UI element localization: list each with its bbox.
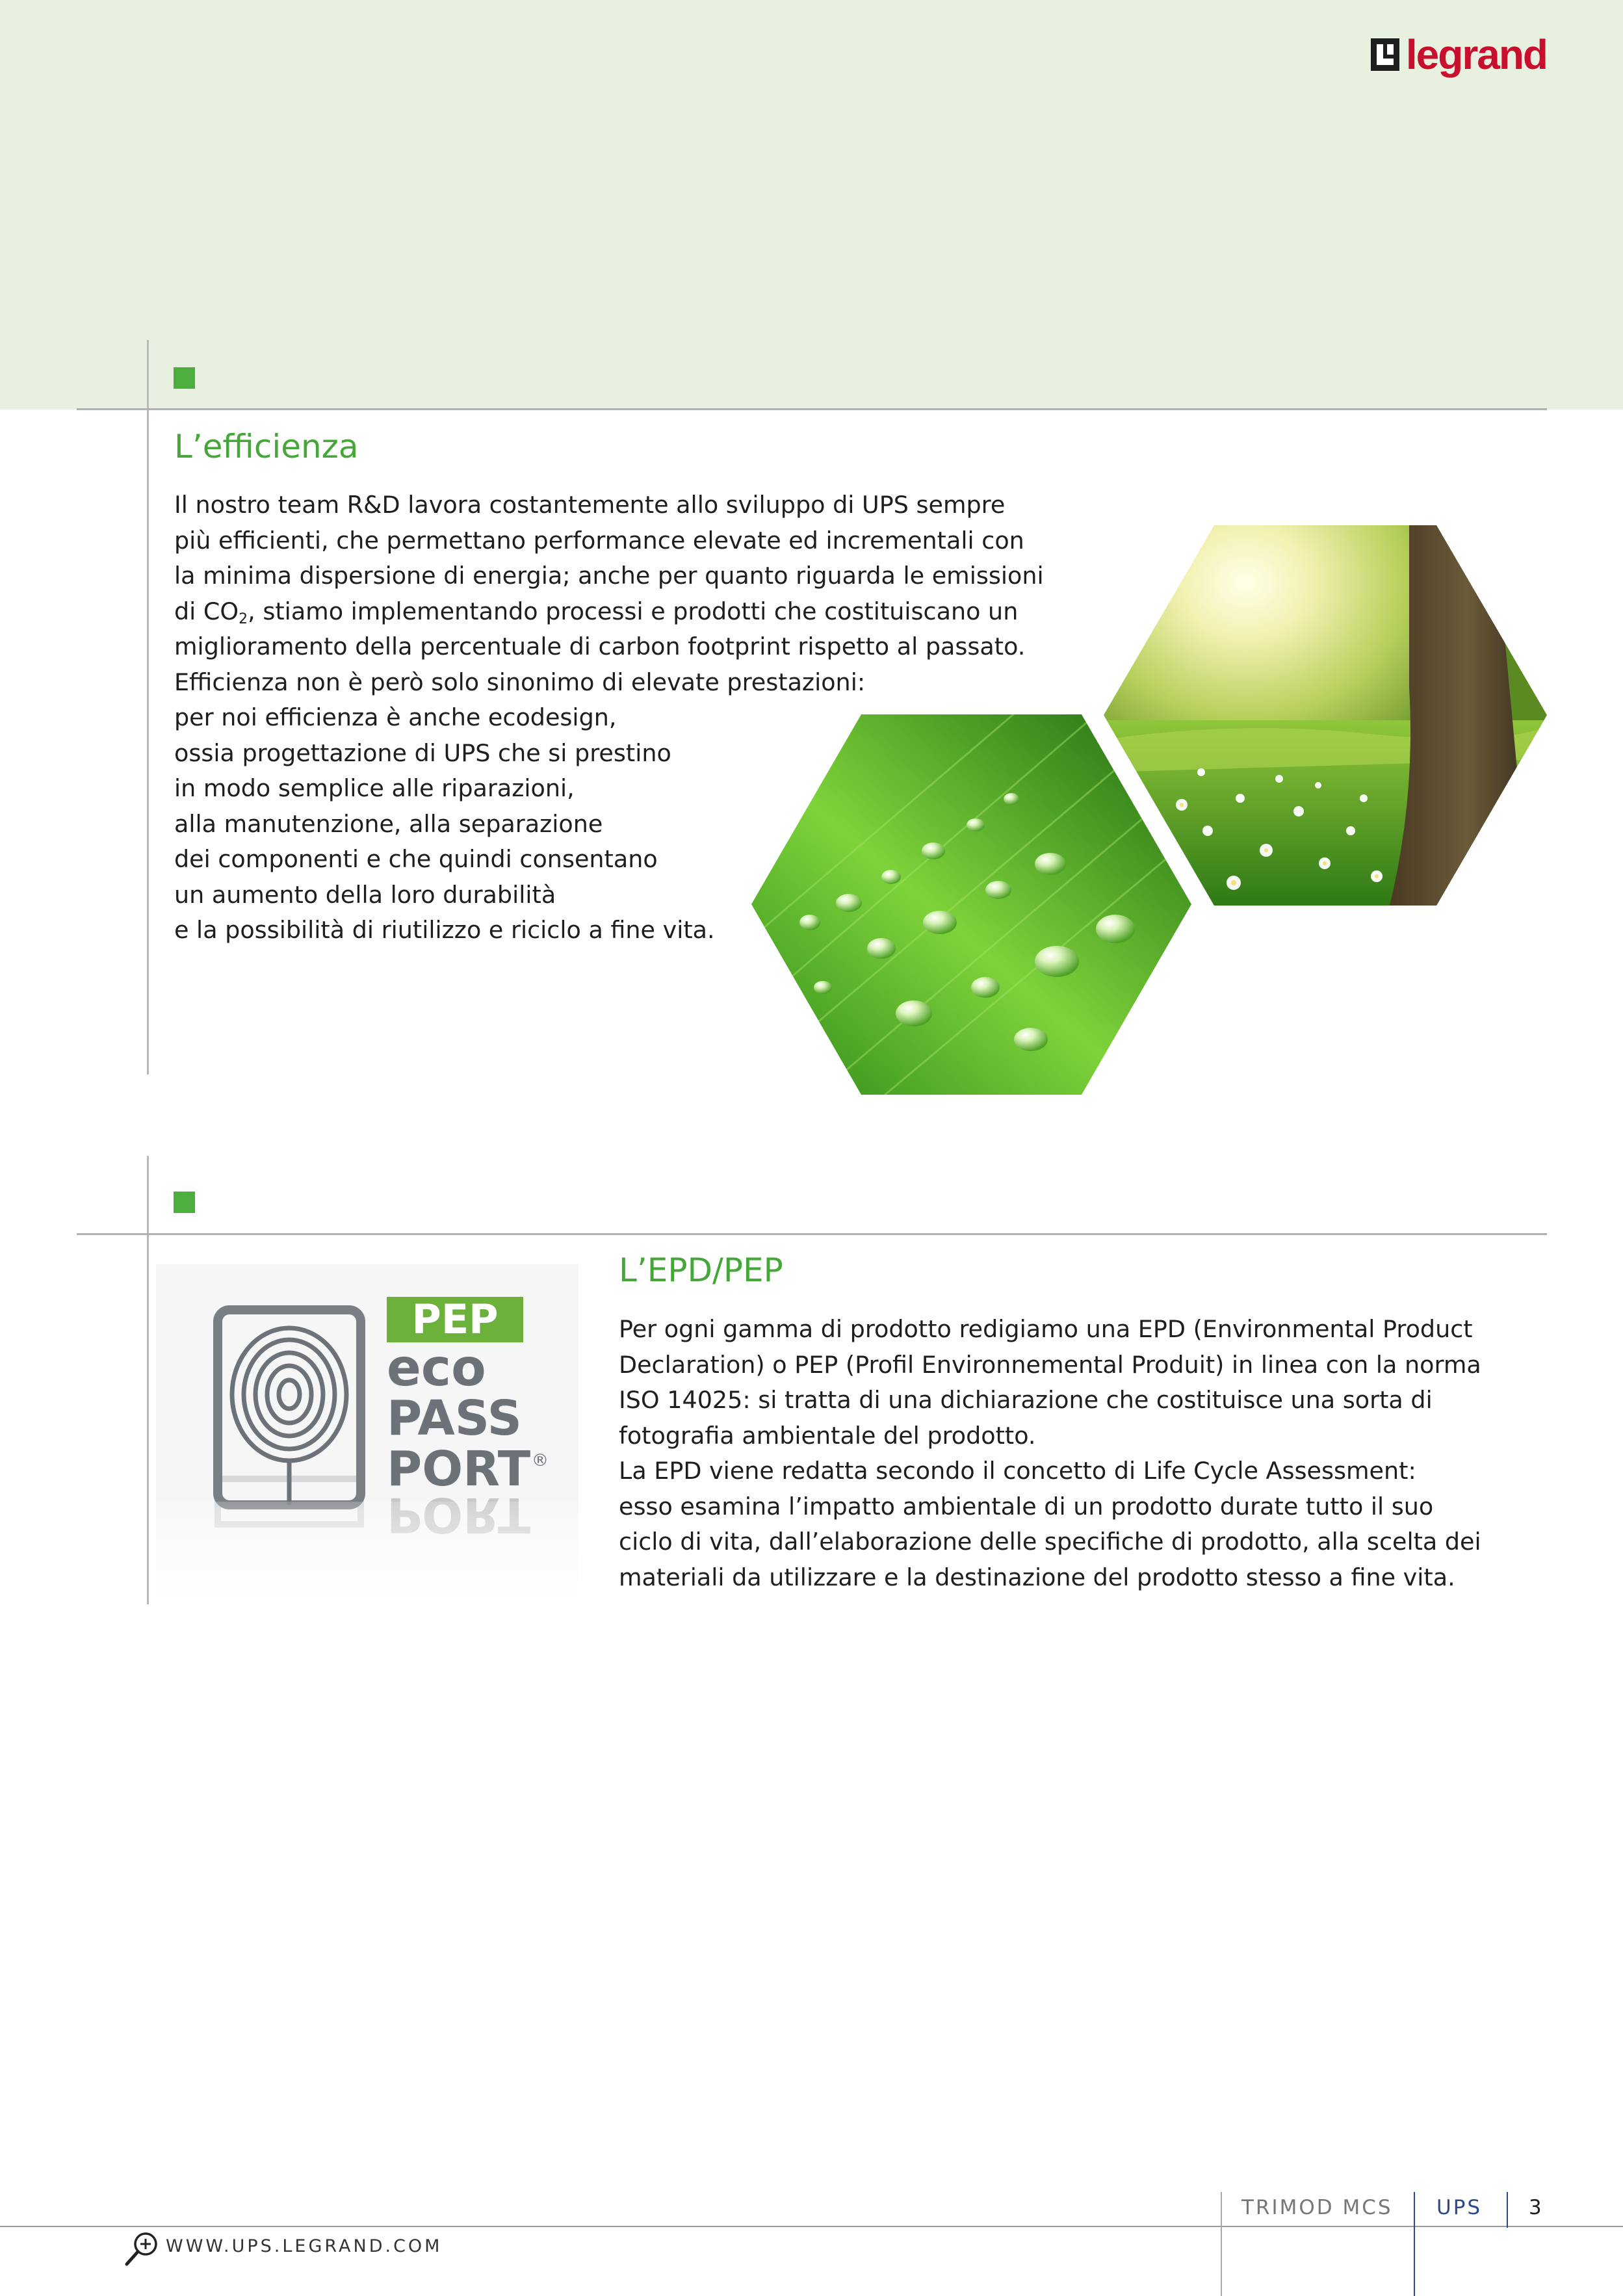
legrand-logo[interactable] [1371, 31, 1547, 78]
footer-rule-mid [1414, 2192, 1415, 2296]
footer-product-label: TRIMOD MCS [1241, 2196, 1393, 2219]
svg-text:PEP: PEP [411, 1296, 499, 1343]
body-line: ossia progettazione di UPS che si prestino [174, 738, 671, 767]
body-line: Declaration) o PEP (Profil Environnemental Produit) in linea con la norma [619, 1350, 1481, 1379]
svg-text:eco: eco [387, 1339, 486, 1398]
section2-marker [174, 1192, 195, 1213]
body-line: Il nostro team R&D lavora costantemente allo sviluppo di UPS sempre [174, 491, 1006, 519]
page-number: 3 [1529, 2196, 1542, 2219]
body-line: alla manutenzione, alla separazione [174, 809, 603, 838]
body-line: di $CO_2$, stiamo implementando processi e prodotti che costituiscano un [174, 597, 1019, 627]
body-line: un aumento della loro durabilità [174, 880, 556, 909]
svg-text:PASS: PASS [387, 1390, 522, 1446]
body-line: dei componenti e che quindi consentano [174, 845, 658, 873]
footer-divider [0, 2226, 1623, 2227]
website-link[interactable]: WWW.UPS.LEGRAND.COM [166, 2236, 443, 2256]
body-line: Efficienza non è però solo sinonimo di elevate prestazioni: [174, 668, 866, 696]
legrand-logo-icon [1371, 38, 1399, 71]
section1-title: L’efficienza [174, 428, 359, 465]
body-line: fotografia ambientale del prodotto. [619, 1421, 1036, 1450]
svg-text:PORT: PORT [387, 1441, 531, 1497]
body-line: materiali da utilizzare e la destinazione del prodotto stesso a fine vita. [619, 1563, 1455, 1591]
footer-category-label: UPS [1436, 2196, 1483, 2219]
svg-text:®: ® [532, 1451, 549, 1470]
section2-body [619, 1312, 1481, 1595]
body-line: per noi efficienza è anche ecodesign, [174, 703, 617, 731]
body-line: più efficienti, che permettano performance elevate ed incrementali con [174, 526, 1024, 554]
logo-wordmark: legrand [1405, 31, 1547, 78]
section1-vertical-rule [147, 340, 149, 1075]
body-line: la minima dispersione di energia; anche per quanto riguarda le emissioni [174, 562, 1044, 590]
section1-divider [77, 408, 1547, 410]
footer-rule-right [1507, 2192, 1508, 2228]
footer-rule-left [1221, 2192, 1222, 2296]
body-line: ciclo di vita, dall’elaborazione delle specifiche di prodotto, alla scelta dei [619, 1528, 1481, 1556]
section2-vertical-rule [147, 1156, 149, 1604]
body-line: ISO 14025: si tratta di una dichiarazione che costituisce una sorta di [619, 1386, 1433, 1414]
body-line: esso esamina l’impatto ambientale di un prodotto durate tutto il suo [619, 1492, 1434, 1520]
body-line: in modo semplice alle riparazioni, [174, 774, 575, 802]
body-line: e la possibilità di riutilizzo e riciclo a fine vita. [174, 916, 715, 944]
section2-divider [77, 1233, 1547, 1235]
body-line: La EPD viene redatta secondo il concetto di Life Cycle Assessment: [619, 1457, 1416, 1485]
body-line: Per ogni gamma di prodotto redigiamo una EPD (Environmental Product [619, 1315, 1473, 1343]
leaf-drops-hexagon-image [751, 714, 1191, 1095]
pep-ecopassport-logo [156, 1264, 578, 1602]
magnifier-icon [123, 2230, 161, 2267]
section1-marker [174, 367, 195, 389]
section2-title: L’EPD/PEP [619, 1251, 783, 1289]
body-line: miglioramento della percentuale di carbon footprint rispetto al passato. [174, 633, 1026, 660]
